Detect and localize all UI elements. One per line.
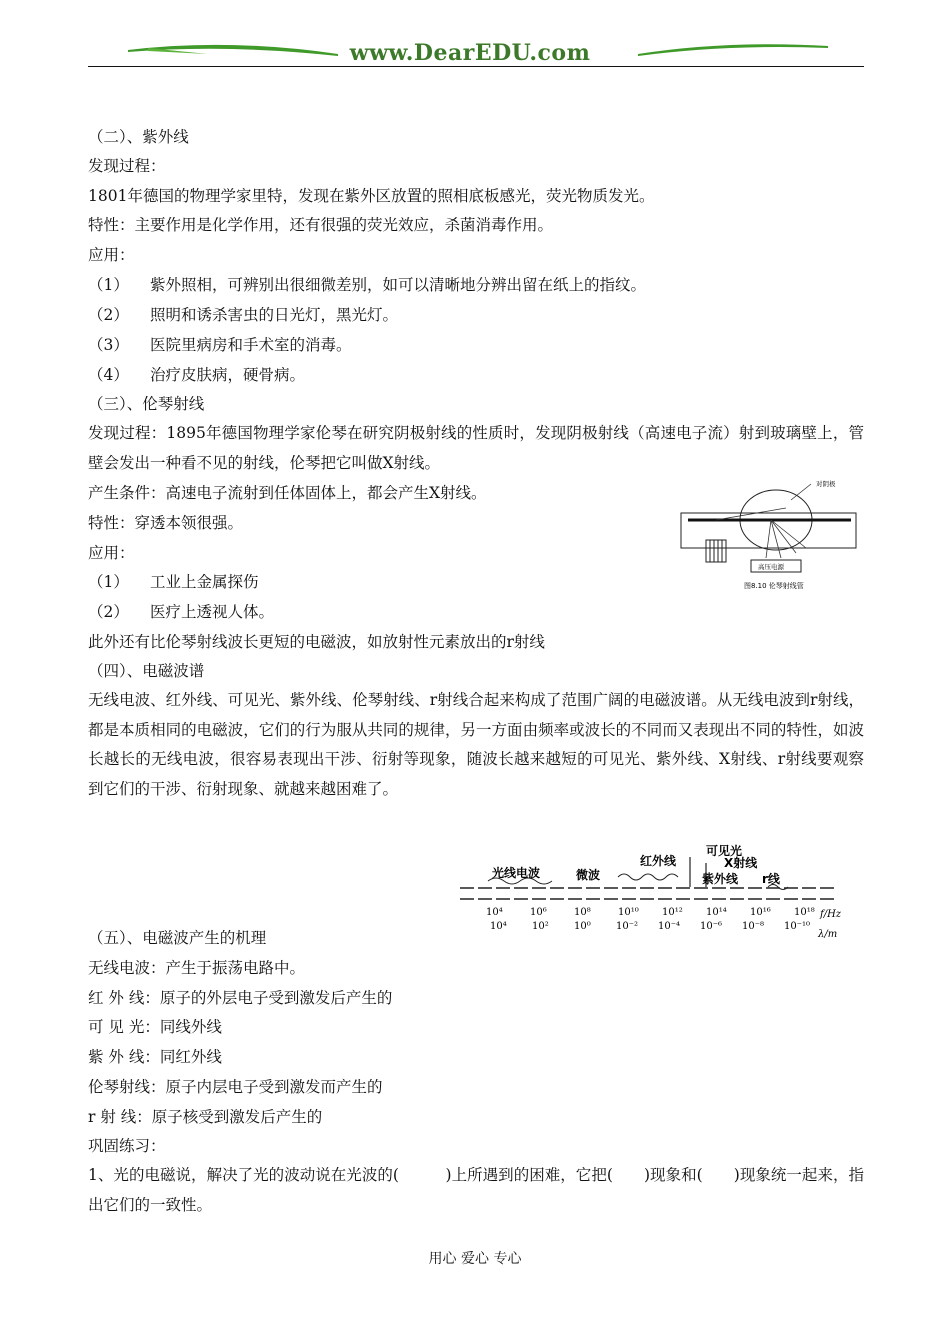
mechanism-label: r 射 线: [88, 1108, 137, 1126]
xray-heading: （三）、伦琴射线: [88, 395, 205, 413]
freq-tick-label: 10⁶: [530, 907, 547, 918]
header-rule: [88, 66, 864, 67]
mechanism-text: ：原子的外层电子受到激发后产生的: [144, 989, 393, 1007]
mechanism-item: [88, 958, 305, 978]
freq-unit-label: f/Hz: [820, 909, 842, 920]
xray-app-item: [88, 602, 274, 622]
spectrum-band-label: 红外线: [640, 854, 677, 868]
mechanism-label: 紫 外 线: [88, 1048, 145, 1066]
list-text: 医院里病房和手术室的消毒。: [150, 336, 352, 354]
mechanism-item: [88, 1047, 222, 1067]
wave-tick-label: 10⁴: [490, 921, 507, 932]
uv-discovery-label: 发现过程：: [88, 157, 166, 175]
mechanism-text: ：原子内层电子受到激发而产生的: [150, 1078, 383, 1096]
uv-app-item: [88, 275, 646, 295]
spectrum-chart: [458, 843, 864, 945]
spectrum-band-label: 微波: [576, 868, 601, 882]
list-number: （2）: [88, 603, 129, 621]
uv-app-item: [88, 365, 305, 385]
practice-question-1: 1、光的电磁说，解决了光的波动说在光波的( )上所遇到的困难，它把( )现象和( )现象统一起来，指出它们的一致性。: [88, 1166, 864, 1214]
spectrum-chart-svg: [458, 843, 864, 945]
list-text: 紫外照相，可辨别出很细微差别，如可以清晰地分辨出留在纸上的指纹。: [150, 276, 647, 294]
figure-top-label: 对阴极: [816, 480, 836, 488]
spectrum-band-label: 紫外线: [702, 872, 739, 886]
list-text: 治疗皮肤病，硬骨病。: [150, 366, 306, 384]
mechanism-text: ：产生于振荡电路中。: [150, 959, 306, 977]
wave-tick-label: 10⁻¹⁰: [784, 921, 811, 932]
wave-tick-label: 10⁻²: [616, 921, 639, 932]
spectrum-band-label: X射线: [724, 856, 758, 870]
list-number: （3）: [88, 336, 129, 354]
mechanism-label: 伦琴射线: [88, 1078, 151, 1096]
list-text: 工业上金属探伤: [150, 573, 259, 591]
list-number: （2）: [88, 306, 129, 324]
uv-app-item: [88, 305, 398, 325]
practice-heading: 巩固练习：: [88, 1137, 166, 1155]
xray-app-item: [88, 572, 259, 592]
xray-tube-figure: [676, 478, 866, 596]
spectrum-heading: （四）、电磁波谱: [88, 662, 205, 680]
mechanism-label: 红 外 线: [88, 989, 145, 1007]
mechanism-text: ：同线外线: [144, 1018, 222, 1036]
wave-tick-label: 10⁻⁶: [700, 921, 723, 932]
xray-condition: 产生条件：高速电子流射到任体固体上，都会产生X射线。: [88, 484, 487, 502]
wave-tick-label: 10²: [532, 921, 549, 932]
list-text: 照明和诱杀害虫的日光灯，黑光灯。: [150, 306, 399, 324]
freq-tick-label: 10¹⁴: [706, 907, 727, 918]
uv-heading: （二）、紫外线: [88, 128, 189, 146]
mechanism-item: [88, 988, 392, 1008]
mechanism-label: 可 见 光: [88, 1018, 145, 1036]
xray-apps-label: 应用：: [88, 544, 135, 562]
figure-box-label: 高压电源: [758, 563, 784, 571]
mechanism-heading: （五）、电磁波产生的机理: [88, 929, 267, 947]
uv-discovery-text: 1801年德国的物理学家里特，发现在紫外区放置的照相底板感光，荧光物质发光。: [88, 187, 655, 205]
wave-unit-label: λ/m: [818, 929, 838, 940]
freq-tick-label: 10⁴: [486, 907, 503, 918]
list-text: 医疗上透视人体。: [150, 603, 275, 621]
spectrum-band-label: 可见光: [706, 844, 743, 858]
mechanism-text: ：同红外线: [144, 1048, 222, 1066]
freq-tick-label: 10¹⁸: [794, 907, 815, 918]
figure-caption: 图8.10 伦琴射线管: [744, 582, 804, 590]
xray-property: 特性：穿透本领很强。: [88, 514, 244, 532]
spectrum-band-label: r线: [762, 872, 780, 886]
mechanism-item: [88, 1107, 322, 1127]
freq-tick-label: 10¹⁰: [618, 907, 639, 918]
list-number: （1）: [88, 573, 129, 591]
list-number: （1）: [88, 276, 129, 294]
xray-discovery: 发现过程：1895年德国物理学家伦琴在研究阴极射线的性质时，发现阴极射线（高速电子流）射到玻璃壁上，管壁会发出一种看不见的射线，伦琴把它叫做X射线。: [88, 424, 864, 472]
spectrum-text: 无线电波、红外线、可见光、紫外线、伦琴射线、r射线合起来构成了范围广阔的电磁波谱。从无线电波到r射线，都是本质相同的电磁波，它们的行为服从共同的规律，另一方面由频率或波长的不同而又表现出不同的特性，如波长越长的无线电波，很容易表现出干涉、衍射等现象，随波长越来越短的可见光、紫外线、X射线、r射线要观察到它们的干涉、衍射现象、就越来越困难了。: [88, 691, 864, 798]
mechanism-label: 无线电波: [88, 959, 151, 977]
wave-tick-label: 10⁻⁴: [658, 921, 681, 932]
uv-app-item: [88, 335, 352, 355]
page-footer: 用心 爱心 专心: [428, 1251, 522, 1267]
mechanism-item: [88, 1017, 222, 1037]
mechanism-text: ：原子核受到激发后产生的: [136, 1108, 323, 1126]
spectrum-band-label: 光线电波: [492, 866, 541, 880]
site-logo[interactable]: www.DearEDU.com: [349, 40, 591, 66]
freq-tick-label: 10⁸: [574, 907, 591, 918]
xray-tube-diagram: [676, 478, 866, 596]
freq-tick-label: 10¹²: [662, 907, 683, 918]
list-number: （4）: [88, 366, 129, 384]
wave-tick-label: 10⁰: [574, 921, 591, 932]
xray-extra: 此外还有比伦琴射线波长更短的电磁波，如放射性元素放出的r射线: [88, 633, 545, 651]
uv-property: 特性：主要作用是化学作用，还有很强的荧光效应，杀菌消毒作用。: [88, 216, 554, 234]
mechanism-item: [88, 1077, 383, 1097]
freq-tick-label: 10¹⁶: [750, 907, 771, 918]
uv-apps-label: 应用：: [88, 246, 135, 264]
wave-tick-label: 10⁻⁸: [742, 921, 765, 932]
